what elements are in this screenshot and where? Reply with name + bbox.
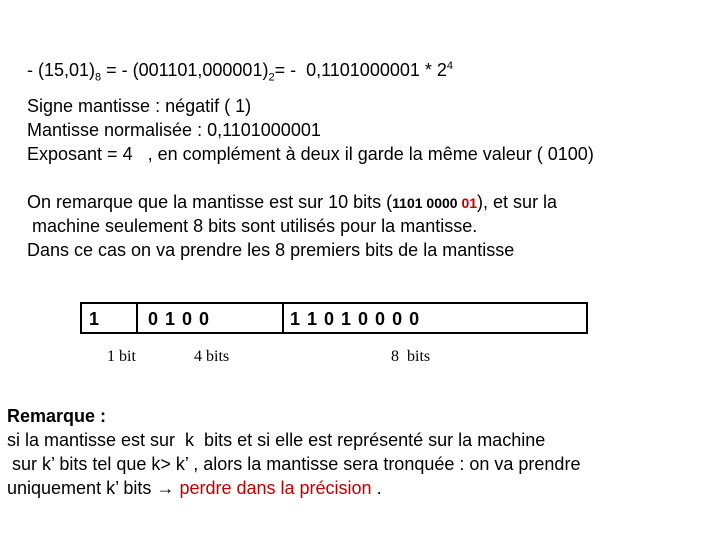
mantissa-bits: 1 1 0 1 0 0 0 0 bbox=[290, 309, 421, 329]
remarque-line-2: sur k’ bits tel que k> k’ , alors la mantisse sera tronquée : on va prendre bbox=[7, 454, 581, 474]
exponent-detail: Exposant = 4 , en complément à deux il garde la même valeur ( 0100) bbox=[27, 144, 594, 164]
remark-line-2: machine seulement 8 bits sont utilisés pour la mantisse. bbox=[27, 216, 478, 236]
formula-part3: = - 0,1101000001 * 2 bbox=[274, 60, 447, 80]
remarque-line-3-start: uniquement k’ bits bbox=[7, 478, 157, 498]
remark-line-1-start: On remarque que la mantisse est sur 10 bits ( bbox=[27, 192, 393, 212]
formula-line bbox=[27, 54, 453, 90]
base-8-subscript: 8 bbox=[95, 71, 102, 84]
sign-bit: 1 bbox=[89, 309, 101, 329]
mantissa-bits-main: 1101 0000 bbox=[392, 195, 462, 211]
mantissa-bits-extra: 01 bbox=[461, 195, 478, 211]
remarque-line-3 bbox=[7, 476, 382, 500]
arrow-right-icon: → bbox=[156, 478, 175, 498]
precision-loss-text: perdre dans la précision bbox=[179, 478, 372, 498]
mantissa-detail: Mantisse normalisée : 0,1101000001 bbox=[27, 120, 321, 140]
exponent-size-label: 4 bits bbox=[194, 348, 230, 365]
formula-part1: - (15,01) bbox=[27, 60, 96, 80]
remark-line-1 bbox=[27, 190, 557, 215]
sign-size-label: 1 bit bbox=[107, 348, 136, 365]
sign-detail: Signe mantisse : négatif ( 1) bbox=[27, 96, 252, 116]
base-2-subscript: 2 bbox=[268, 71, 275, 84]
remark-line-1-end: ), et sur la bbox=[477, 192, 558, 212]
remarque-title: Remarque : bbox=[7, 406, 107, 426]
mantissa-size-label: 8 bits bbox=[391, 348, 431, 365]
exponent-superscript: 4 bbox=[446, 60, 454, 72]
remarque-line-1: si la mantisse est sur k bits et si elle est représenté sur la machine bbox=[7, 430, 546, 450]
formula-part2: = - (001101,000001) bbox=[101, 60, 269, 80]
exponent-bits: 0 1 0 0 bbox=[148, 309, 211, 329]
remark-line-3: Dans ce cas on va prendre les 8 premiers bits de la mantisse bbox=[27, 240, 515, 260]
remarque-line-3-end: . bbox=[371, 478, 382, 498]
